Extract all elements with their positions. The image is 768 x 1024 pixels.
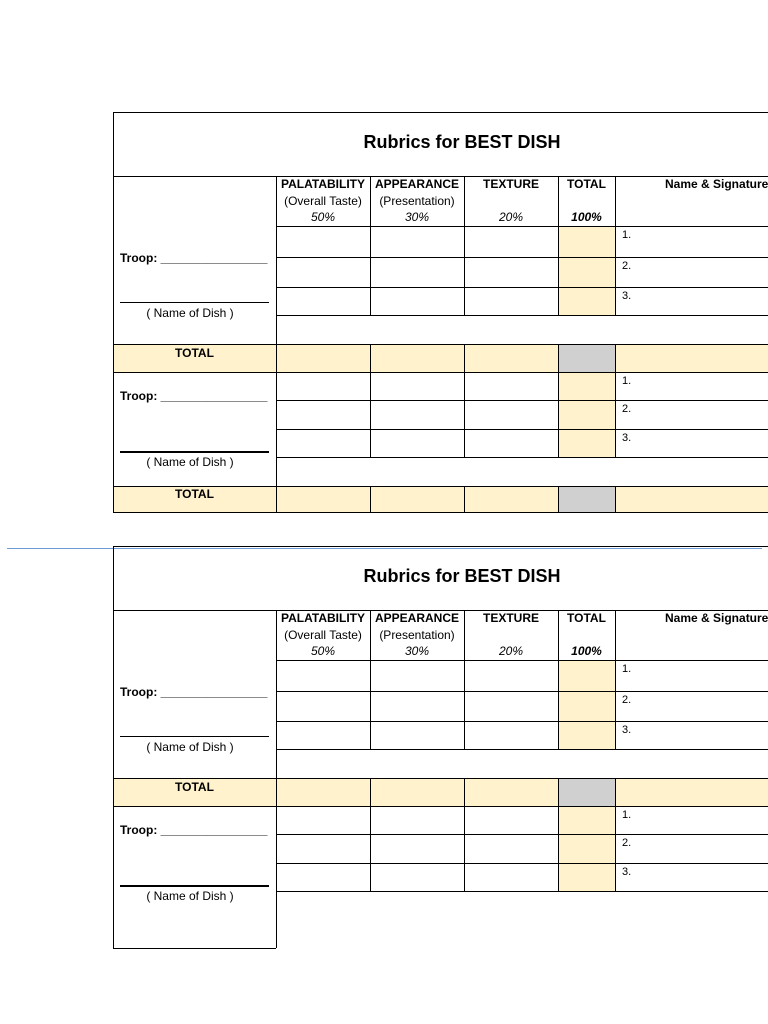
rubric-title: Rubrics for BEST DISH — [363, 132, 561, 152]
border-line — [113, 546, 768, 547]
border-line — [558, 344, 559, 372]
border-line — [276, 806, 277, 891]
name-signature-header: Name & Signature — [665, 611, 768, 625]
border-line — [276, 660, 768, 661]
border-line — [276, 287, 768, 288]
texture-weight: 20% — [498, 210, 524, 224]
border-line — [113, 112, 768, 113]
border-line — [370, 372, 371, 457]
appearance-header: APPEARANCE — [374, 611, 459, 625]
troop-label: Troop: ________________ — [120, 823, 268, 837]
border-line — [558, 176, 559, 315]
dish-name-line — [120, 736, 269, 737]
border-line — [113, 806, 768, 807]
border-line — [113, 112, 114, 512]
palatability-subheader: (Overall Taste) — [284, 194, 362, 208]
judge-number: 1. — [622, 229, 632, 241]
judge-number: 3. — [622, 866, 632, 878]
border-line — [276, 691, 768, 692]
border-line — [464, 372, 465, 457]
border-line — [370, 806, 371, 891]
score-total-cell — [558, 834, 615, 863]
border-line — [558, 806, 559, 891]
total-label: TOTAL — [175, 780, 214, 794]
score-total-cell — [558, 400, 615, 429]
name-of-dish-label: ( Name of Dish ) — [146, 306, 234, 320]
appearance-weight: 30% — [404, 210, 430, 224]
border-line — [276, 721, 768, 722]
judge-number: 3. — [622, 290, 632, 302]
total-header: TOTAL — [567, 611, 606, 625]
border-line — [113, 512, 768, 513]
border-line — [276, 778, 277, 806]
border-line — [464, 610, 465, 749]
border-line — [558, 486, 559, 512]
total-label: TOTAL — [175, 487, 214, 501]
border-line — [113, 546, 114, 948]
total-label: TOTAL — [175, 346, 214, 360]
total-header: TOTAL — [567, 177, 606, 191]
border-line — [615, 486, 616, 512]
troop-label: Troop: ________________ — [120, 251, 268, 265]
appearance-header: APPEARANCE — [374, 177, 459, 191]
border-line — [276, 429, 768, 430]
judge-number: 1. — [622, 809, 632, 821]
border-line — [276, 486, 277, 512]
border-line — [558, 778, 559, 806]
troop-label: Troop: ________________ — [120, 389, 268, 403]
total-weight: 100% — [571, 210, 602, 224]
border-line — [276, 891, 768, 892]
judge-number: 3. — [622, 432, 632, 444]
border-line — [558, 610, 559, 749]
score-total-cell — [558, 287, 615, 315]
score-total-cell — [558, 660, 615, 691]
border-line — [113, 778, 768, 779]
total-weight: 100% — [571, 644, 602, 658]
dish-name-line — [120, 451, 269, 453]
border-line — [370, 778, 371, 806]
judge-number: 2. — [622, 260, 632, 272]
palatability-header: PALATABILITY — [281, 177, 365, 191]
border-line — [276, 315, 277, 344]
name-signature-header: Name & Signature — [665, 177, 768, 191]
judge-number: 3. — [622, 724, 632, 736]
score-total-cell — [558, 691, 615, 721]
judge-number: 1. — [622, 375, 632, 387]
dish-name-line — [120, 302, 269, 303]
appearance-subheader: (Presentation) — [379, 628, 455, 642]
border-line — [615, 176, 616, 315]
border-line — [276, 891, 277, 920]
judge-number: 1. — [622, 663, 632, 675]
border-line — [370, 486, 371, 512]
appearance-weight: 30% — [404, 644, 430, 658]
name-of-dish-label: ( Name of Dish ) — [146, 889, 234, 903]
page-separator — [7, 548, 762, 549]
border-line — [276, 344, 277, 372]
name-of-dish-label: ( Name of Dish ) — [146, 740, 234, 754]
border-line — [464, 486, 465, 512]
grand-total-cell — [558, 778, 615, 806]
border-line — [276, 372, 277, 457]
appearance-subheader: (Presentation) — [379, 194, 455, 208]
border-line — [113, 948, 276, 949]
texture-weight: 20% — [498, 644, 524, 658]
dish-name-line — [120, 885, 269, 887]
border-line — [370, 344, 371, 372]
score-total-cell — [558, 372, 615, 400]
border-line — [276, 749, 277, 778]
border-line — [113, 344, 768, 345]
border-line — [615, 344, 616, 372]
border-line — [276, 834, 768, 835]
score-total-cell — [558, 806, 615, 834]
judge-number: 2. — [622, 403, 632, 415]
border-line — [276, 863, 768, 864]
border-line — [276, 920, 277, 948]
palatability-header: PALATABILITY — [281, 611, 365, 625]
troop-label: Troop: ________________ — [120, 685, 268, 699]
border-line — [276, 400, 768, 401]
name-of-dish-label: ( Name of Dish ) — [146, 455, 234, 469]
judge-number: 2. — [622, 694, 632, 706]
border-line — [276, 226, 768, 227]
score-total-cell — [558, 226, 615, 257]
texture-header: TEXTURE — [482, 177, 539, 191]
score-total-cell — [558, 257, 615, 287]
border-line — [615, 806, 616, 891]
score-total-cell — [558, 863, 615, 891]
border-line — [113, 372, 768, 373]
border-line — [276, 749, 768, 750]
border-line — [558, 372, 559, 457]
border-line — [464, 778, 465, 806]
score-total-cell — [558, 721, 615, 749]
border-line — [615, 778, 616, 806]
border-line — [276, 457, 768, 458]
rubric-title: Rubrics for BEST DISH — [363, 566, 561, 586]
palatability-subheader: (Overall Taste) — [284, 628, 362, 642]
score-total-cell — [558, 429, 615, 457]
border-line — [615, 610, 616, 749]
border-line — [615, 372, 616, 457]
grand-total-cell — [558, 486, 615, 512]
texture-header: TEXTURE — [482, 611, 539, 625]
border-line — [464, 344, 465, 372]
palatability-weight: 50% — [310, 644, 336, 658]
border-line — [464, 176, 465, 315]
palatability-weight: 50% — [310, 210, 336, 224]
judge-number: 2. — [622, 837, 632, 849]
border-line — [464, 806, 465, 891]
border-line — [276, 457, 277, 486]
border-line — [276, 257, 768, 258]
grand-total-cell — [558, 344, 615, 372]
border-line — [276, 315, 768, 316]
